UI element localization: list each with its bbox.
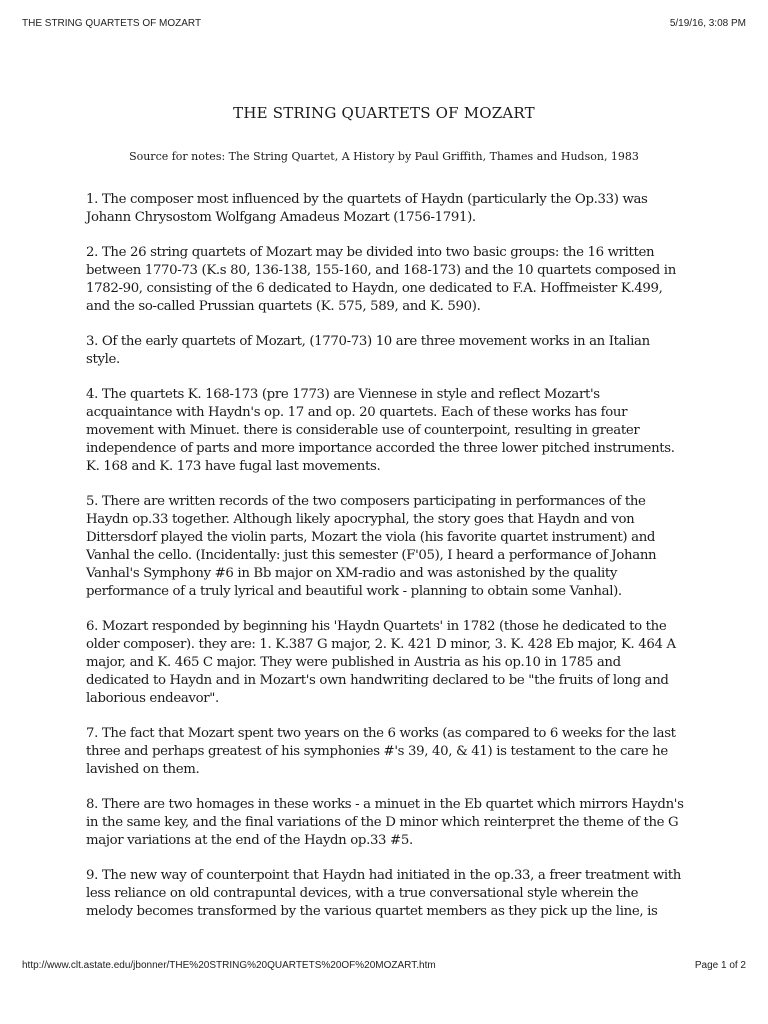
paragraph-5: 5. There are written records of the two composers participating in performances of the Haydn op.33 together. Although likely apocryphal, the story goes that Haydn and von Dittersdorf played the violin parts, Mozart the viola (his favorite quartet instrument) and Vanhal the cello. (Incidentally: just this semester (F'05), I heard a performance of Johann Vanhal's Symphony #6 in Bb major on XM-radio and was astonished by the quality performance of a truly lyrical and beautiful work - planning to obtain some Vanhal).	[86, 494, 657, 599]
print-header	[22, 18, 746, 29]
paragraph-3: 3. Of the early quartets of Mozart, (1770-73) 10 are three movement works in an Italian style.	[86, 334, 650, 367]
header-timestamp: 5/19/16, 3:08 PM	[669, 18, 746, 29]
footer-page-number: Page 1 of 2	[694, 960, 746, 971]
paragraph-4: 4. The quartets K. 168-173 (pre 1773) are Viennese in style and reflect Mozart's acquaintance with Haydn's op. 17 and op. 20 quartets. Each of these works has four movement with Minuet. there is considerable use of counterpoint, resulting in greater independence of parts and more importance accorded the three lower pitched instruments. K. 168 and K. 173 have fugal last movements.	[86, 387, 675, 474]
footer-url: http://www.clt.astate.edu/jbonner/THE%20STRING%20QUARTETS%20OF%20MOZART.htm	[22, 960, 436, 971]
print-footer	[22, 960, 746, 971]
document-body	[86, 191, 686, 938]
document-title: THE STRING QUARTETS OF MOZART	[233, 104, 535, 122]
header-title: THE STRING QUARTETS OF MOZART	[22, 18, 202, 29]
paragraph-1: 1. The composer most influenced by the quartets of Haydn (particularly the Op.33) was Johann Chrysostom Wolfgang Amadeus Mozart (1756-1791).	[86, 192, 648, 225]
paragraph-8: 8. There are two homages in these works - a minuet in the Eb quartet which mirrors Haydn's in the same key, and the final variations of the D minor which reinterpret the theme of the G major variations at the end of the Haydn op.33 #5.	[86, 797, 684, 848]
paragraph-2: 2. The 26 string quartets of Mozart may be divided into two basic groups: the 16 written between 1770-73 (K.s 80, 136-138, 155-160, and 168-173) and the 10 quartets composed in 1782-90, consisting of the 6 dedicated to Haydn, one dedicated to F.A. Hoffmeister K.499, and the so-called Prussian quartets (K. 575, 589, and K. 590).	[86, 245, 676, 314]
paragraph-6: 6. Mozart responded by beginning his 'Haydn Quartets' in 1782 (those he dedicated to the older composer). they are: 1. K.387 G major, 2. K. 421 D minor, 3. K. 428 Eb major, K. 464 A major, and K. 465 C major. They were published in Austria as his op.10 in 1785 and dedicated to Haydn and in Mozart's own handwriting declared to be "the fruits of long and laborious endeavor".	[86, 619, 676, 706]
paragraph-9: 9. The new way of counterpoint that Haydn had initiated in the op.33, a freer treatment with less reliance on old contrapuntal devices, with a true conversational style wherein the melody becomes transformed by the various quartet members as they pick up the line, is	[86, 868, 681, 919]
source-note: Source for notes: The String Quartet, A History by Paul Griffith, Thames and Hudson, 1983	[129, 150, 639, 163]
paragraph-7: 7. The fact that Mozart spent two years on the 6 works (as compared to 6 weeks for the last three and perhaps greatest of his symphonies #'s 39, 40, & 41) is testament to the care he lavished on them.	[86, 726, 676, 777]
